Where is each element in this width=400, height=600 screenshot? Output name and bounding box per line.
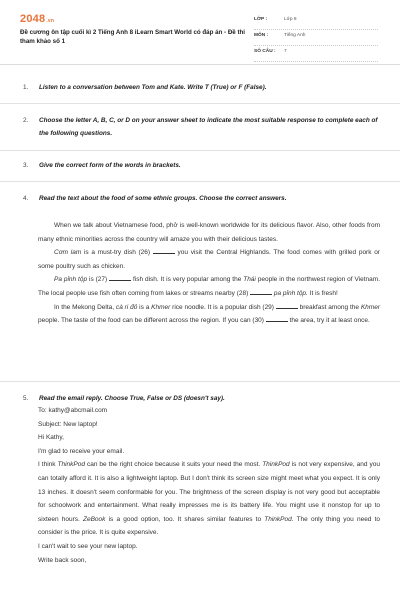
meta-value: Tiếng Anh [284, 33, 306, 38]
divider [0, 103, 400, 104]
meta-label: SỐ CÂU : [254, 49, 276, 54]
divider [0, 150, 400, 151]
header-divider [0, 64, 400, 65]
question-text: Listen to a conversation between Tom and Kate. Write T (True) or F (False). [39, 84, 267, 91]
ethnic-name: Khmer [360, 303, 380, 311]
passage-paragraph: When we talk about Vietnamese food, phở is well-known worldwide for its delicious flavor. Also, other foods from many ethnic minorities across the country will amaze you with their delicious tastes. [38, 222, 380, 243]
question-text: Read the text about the food of some ethnic groups. Choose the correct answers. [39, 195, 287, 202]
email-closing: Write back soon, [38, 556, 87, 564]
passage-paragraph: In the Mekong Delta, cà ri đỏ is a Khmer rice noodle. It is a popular dish (29) breakfast among the Khmer people. The taste of the food can be different across the region. If you can (30) the area, try it at least once. [38, 303, 380, 325]
email-greeting: Hi Kathy, [38, 434, 64, 442]
meta-row-subject [254, 30, 378, 46]
email-to: To: kathy@abcmail.com [38, 407, 108, 414]
question-number: 3. [23, 162, 29, 169]
product-name: ZeBook [83, 515, 106, 523]
divider [0, 381, 400, 382]
dish-name: Pa pỉnh tộp [54, 276, 88, 284]
brand-name: 2048 [20, 13, 46, 25]
ethnic-name: Thái [243, 276, 256, 284]
dish-name: pa pỉnh tộp. [272, 289, 308, 297]
passage-paragraph: Cơm lam is a must-try dish (26) you visit the Central Highlands. The food comes with grilled pork or some poultry such as chicken. [38, 249, 380, 270]
product-name: ThinkPod [264, 515, 292, 523]
ethnic-name: Khmer [151, 303, 171, 311]
brand-suffix: .vn [46, 18, 55, 24]
question-text: Read the email reply. Choose True, False or DS (doesn't say). [39, 395, 225, 402]
passage-paragraph: Pa pỉnh tộp is (27) fish dish. It is very popular among the Thái people in the northwest region of Vietnam. The local people use fish often coming from lakes or streams nearby (28) pa pỉnh tộp. It is fresh! [38, 276, 381, 297]
meta-label: MÔN : [254, 33, 269, 38]
answer-blank-27[interactable] [109, 274, 131, 281]
email-subject: Subject: New laptop! [38, 420, 98, 428]
email-body: I think ThinkPod can be the right choice because it suits your need the most. ThinkPod is not very expensive, and you can totally afford it. It is also a lightweight laptop. But I don't think its screen size might meet what you expect. It is only 13 inches. It doesn't seem conformable for you. The brightness of the screen display is not very good but acceptable for schoolwork and entertainment. What really impresses me is its battery life. You might use it nonstop for up to sixteen hours. ZeBook is a good option, too. It shares similar features to ThinkPod. The only thing you need to consider is the price. It is quite expensive. [38, 461, 381, 537]
meta-label: LỚP : [254, 17, 268, 22]
question-number: 5. [23, 395, 29, 402]
meta-value: 7 [284, 49, 287, 54]
dish-name: Cơm lam [54, 249, 82, 257]
question-number: 2. [23, 117, 29, 124]
meta-row-count [254, 46, 378, 62]
answer-blank-26[interactable] [153, 247, 175, 254]
divider [0, 181, 400, 182]
product-name: ThinkPod [262, 461, 290, 469]
question-text: Give the correct form of the words in brackets. [39, 162, 181, 169]
dish-name: cà ri đỏ [115, 303, 138, 311]
email-line: I'm glad to receive your email. [38, 447, 125, 455]
answer-blank-29[interactable] [276, 302, 298, 309]
meta-row-class [254, 14, 378, 30]
question-number: 1. [23, 84, 29, 91]
page-header [0, 0, 400, 66]
document-title: Đề cương ôn tập cuối kì 2 Tiếng Anh 8 iLearn Smart World có đáp án - Đề thi tham khảo số 1 [20, 29, 246, 45]
email-reply [38, 404, 380, 567]
question-number: 4. [23, 195, 29, 202]
answer-blank-30[interactable] [266, 315, 288, 322]
email-line: I can't wait to see your new laptop. [38, 542, 138, 550]
reading-passage [38, 219, 380, 328]
meta-value: Lớp 8 [284, 17, 297, 22]
document-meta [254, 14, 378, 62]
answer-blank-28[interactable] [250, 288, 272, 295]
site-logo[interactable] [20, 13, 54, 25]
question-text: Choose the letter A, B, C, or D on your answer sheet to indicate the most suitable response to complete each of the following questions. [39, 117, 378, 137]
product-name: ThinkPod [57, 461, 85, 469]
